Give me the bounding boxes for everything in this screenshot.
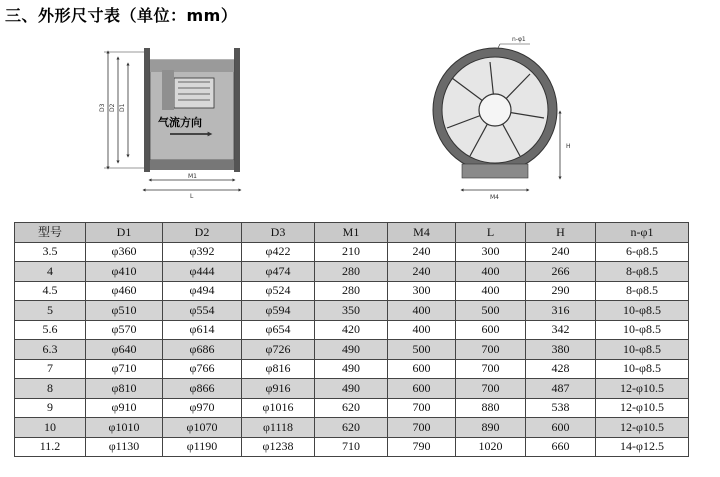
dim-label-m1: M1 [188, 173, 197, 180]
table-row [15, 281, 689, 301]
fan-front-view-drawing [420, 32, 590, 202]
cell-m1: 710 [315, 437, 388, 457]
cell-l: 600 [456, 320, 526, 340]
cell-d2: φ1190 [163, 437, 242, 457]
cell-d3: φ422 [242, 242, 315, 262]
cell-l: 700 [456, 379, 526, 399]
cell-m4: 790 [388, 437, 456, 457]
cell-h: 538 [526, 398, 596, 418]
cell-holes: 12-φ10.5 [596, 418, 689, 438]
cell-d3: φ1118 [242, 418, 315, 438]
table-row [15, 262, 689, 282]
cell-d1: φ640 [86, 340, 163, 360]
cell-d3: φ524 [242, 281, 315, 301]
cell-holes: 12-φ10.5 [596, 398, 689, 418]
cell-m4: 240 [388, 262, 456, 282]
cell-h: 266 [526, 262, 596, 282]
cell-l: 400 [456, 281, 526, 301]
cell-d2: φ444 [163, 262, 242, 282]
cell-m4: 400 [388, 301, 456, 321]
cell-d1: φ1130 [86, 437, 163, 457]
cell-m1: 210 [315, 242, 388, 262]
cell-model: 4.5 [15, 281, 86, 301]
cell-model: 8 [15, 379, 86, 399]
table-row [15, 242, 689, 262]
hole-spec-label: n-φ1 [512, 36, 526, 43]
cell-holes: 12-φ10.5 [596, 379, 689, 399]
dim-label-d1: D1 [119, 103, 126, 112]
cell-l: 880 [456, 398, 526, 418]
table-row [15, 340, 689, 360]
cell-m1: 420 [315, 320, 388, 340]
cell-l: 300 [456, 242, 526, 262]
cell-m4: 400 [388, 320, 456, 340]
cell-d3: φ816 [242, 359, 315, 379]
cell-d3: φ474 [242, 262, 315, 282]
cell-h: 316 [526, 301, 596, 321]
cell-d2: φ1070 [163, 418, 242, 438]
dim-label-d2: D2 [109, 103, 116, 112]
cell-model: 4 [15, 262, 86, 282]
cell-h: 600 [526, 418, 596, 438]
cell-d1: φ510 [86, 301, 163, 321]
cell-m1: 280 [315, 281, 388, 301]
cell-d1: φ410 [86, 262, 163, 282]
cell-m1: 620 [315, 418, 388, 438]
table-row [15, 437, 689, 457]
cell-d3: φ726 [242, 340, 315, 360]
cell-d3: φ916 [242, 379, 315, 399]
cell-d1: φ360 [86, 242, 163, 262]
cell-m1: 490 [315, 359, 388, 379]
cell-h: 342 [526, 320, 596, 340]
header-d1: D1 [86, 223, 163, 243]
cell-model: 9 [15, 398, 86, 418]
cell-m1: 490 [315, 340, 388, 360]
cell-m4: 500 [388, 340, 456, 360]
cell-holes: 10-φ8.5 [596, 301, 689, 321]
header-h: H [526, 223, 596, 243]
cell-d3: φ654 [242, 320, 315, 340]
dim-label-d3: D3 [99, 103, 106, 112]
cell-holes: 10-φ8.5 [596, 359, 689, 379]
dim-label-h: H [566, 143, 571, 150]
cell-holes: 14-φ12.5 [596, 437, 689, 457]
cell-d3: φ1238 [242, 437, 315, 457]
cell-d2: φ614 [163, 320, 242, 340]
cell-model: 11.2 [15, 437, 86, 457]
airflow-direction-label: 气流方向 [158, 116, 202, 129]
page-title: 三、外形尺寸表（单位：mm） [5, 6, 238, 25]
cell-l: 1020 [456, 437, 526, 457]
cell-m1: 490 [315, 379, 388, 399]
table-row [15, 301, 689, 321]
cell-m4: 240 [388, 242, 456, 262]
cell-m4: 600 [388, 379, 456, 399]
cell-model: 6.3 [15, 340, 86, 360]
cell-d2: φ766 [163, 359, 242, 379]
header-d2: D2 [163, 223, 242, 243]
cell-model: 10 [15, 418, 86, 438]
cell-d2: φ392 [163, 242, 242, 262]
cell-h: 290 [526, 281, 596, 301]
cell-d2: φ494 [163, 281, 242, 301]
cell-holes: 10-φ8.5 [596, 320, 689, 340]
cell-m1: 620 [315, 398, 388, 418]
cell-holes: 8-φ8.5 [596, 281, 689, 301]
cell-d1: φ710 [86, 359, 163, 379]
header-l: L [456, 223, 526, 243]
cell-d1: φ460 [86, 281, 163, 301]
dimension-table [14, 222, 689, 457]
cell-d2: φ554 [163, 301, 242, 321]
header-m1: M1 [315, 223, 388, 243]
cell-l: 700 [456, 340, 526, 360]
cell-model: 5.6 [15, 320, 86, 340]
cell-d1: φ810 [86, 379, 163, 399]
dim-label-m4: M4 [490, 194, 499, 201]
cell-d1: φ1010 [86, 418, 163, 438]
cell-m1: 280 [315, 262, 388, 282]
cell-holes: 10-φ8.5 [596, 340, 689, 360]
header-holes: n-φ1 [596, 223, 689, 243]
cell-d2: φ866 [163, 379, 242, 399]
table-row [15, 418, 689, 438]
cell-model: 7 [15, 359, 86, 379]
header-d3: D3 [242, 223, 315, 243]
cell-m4: 700 [388, 418, 456, 438]
cell-h: 380 [526, 340, 596, 360]
cell-h: 428 [526, 359, 596, 379]
table-row [15, 379, 689, 399]
cell-d2: φ686 [163, 340, 242, 360]
cell-m1: 350 [315, 301, 388, 321]
cell-l: 700 [456, 359, 526, 379]
cell-d3: φ1016 [242, 398, 315, 418]
cell-model: 3.5 [15, 242, 86, 262]
cell-l: 500 [456, 301, 526, 321]
table-row [15, 320, 689, 340]
table-header-row [15, 223, 689, 243]
cell-m4: 300 [388, 281, 456, 301]
cell-m4: 600 [388, 359, 456, 379]
cell-l: 890 [456, 418, 526, 438]
cell-h: 660 [526, 437, 596, 457]
cell-d2: φ970 [163, 398, 242, 418]
cell-d3: φ594 [242, 301, 315, 321]
cell-holes: 6-φ8.5 [596, 242, 689, 262]
cell-h: 487 [526, 379, 596, 399]
header-m4: M4 [388, 223, 456, 243]
header-model: 型号 [15, 223, 86, 243]
cell-d1: φ910 [86, 398, 163, 418]
cell-h: 240 [526, 242, 596, 262]
cell-holes: 8-φ8.5 [596, 262, 689, 282]
dim-label-l: L [190, 193, 194, 200]
cell-model: 5 [15, 301, 86, 321]
cell-m4: 700 [388, 398, 456, 418]
table-row [15, 398, 689, 418]
fan-side-view-drawing [100, 30, 260, 200]
cell-d1: φ570 [86, 320, 163, 340]
table-row [15, 359, 689, 379]
cell-l: 400 [456, 262, 526, 282]
